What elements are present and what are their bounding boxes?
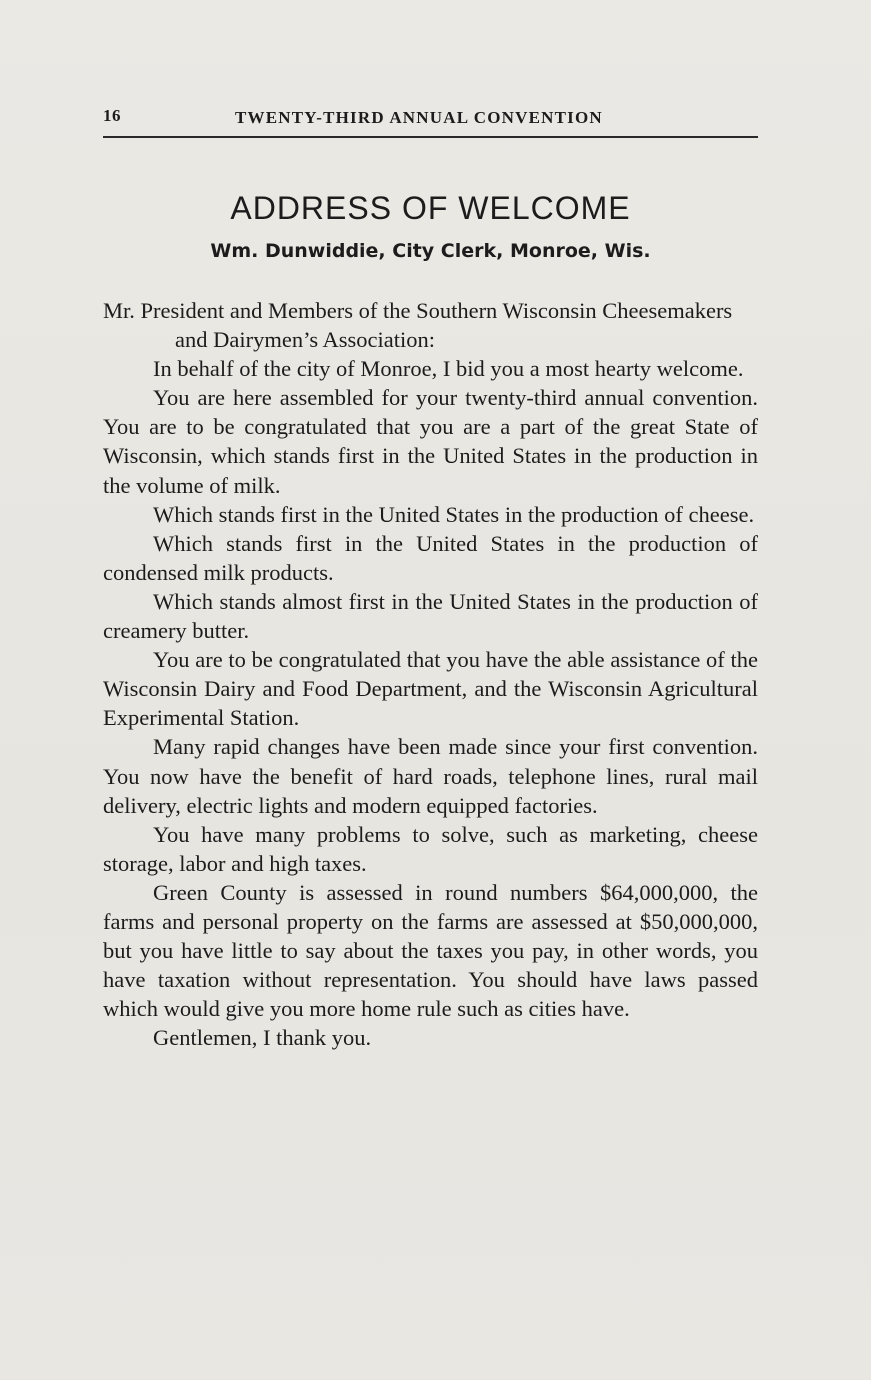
paragraph: Green County is assessed in round numbers $64,000,000, the farms and personal property on the farms are assessed at $50,000,000, but you have little to say about the taxes you pay, in other words, you have taxation without representation. You should have laws passed which would give you more home rule such as cities have. <box>103 879 758 1022</box>
page-number: 16 <box>103 106 121 125</box>
paragraph: Which stands almost first in the United States in the production of creamery butter. <box>103 588 758 644</box>
article-body <box>103 296 758 1052</box>
closing-paragraph: Gentlemen, I thank you. <box>153 1025 372 1051</box>
paragraph: Which stands first in the United States in the production of condensed milk products. <box>103 530 758 585</box>
paragraph: Many rapid changes have been made since your first convention. You now have the benefit of hard roads, telephone lines, rural mail delivery, electric lights and modern equipped factories. <box>103 734 758 818</box>
running-header <box>103 106 758 138</box>
paragraph: You are to be congratulated that you have the able assistance of the Wisconsin Dairy and Food Department, and the Wisconsin Agricultural Experimental Station. <box>103 647 758 731</box>
paragraph: You have many problems to solve, such as marketing, cheese storage, labor and high taxes. <box>103 821 758 876</box>
paragraph: Which stands first in the United States in the production of cheese. <box>153 501 755 527</box>
article-byline: Wm. Dunwiddie, City Clerk, Monroe, Wis. <box>210 240 651 262</box>
running-title: TWENTY-THIRD ANNUAL CONVENTION <box>235 108 603 127</box>
salutation-paragraph: Mr. President and Members of the Southern Wisconsin Cheesemakers and Dairymen’s Association: <box>103 298 733 353</box>
paragraph: In behalf of the city of Monroe, I bid you a most hearty welcome. <box>153 356 744 382</box>
paragraph: You are here assembled for your twenty-third annual convention. You are to be congratulated that you are a part of the great State of Wisconsin, which stands first in the United States in the production in the volume of milk. <box>103 385 758 498</box>
article-title: ADDRESS OF WELCOME <box>230 190 631 226</box>
